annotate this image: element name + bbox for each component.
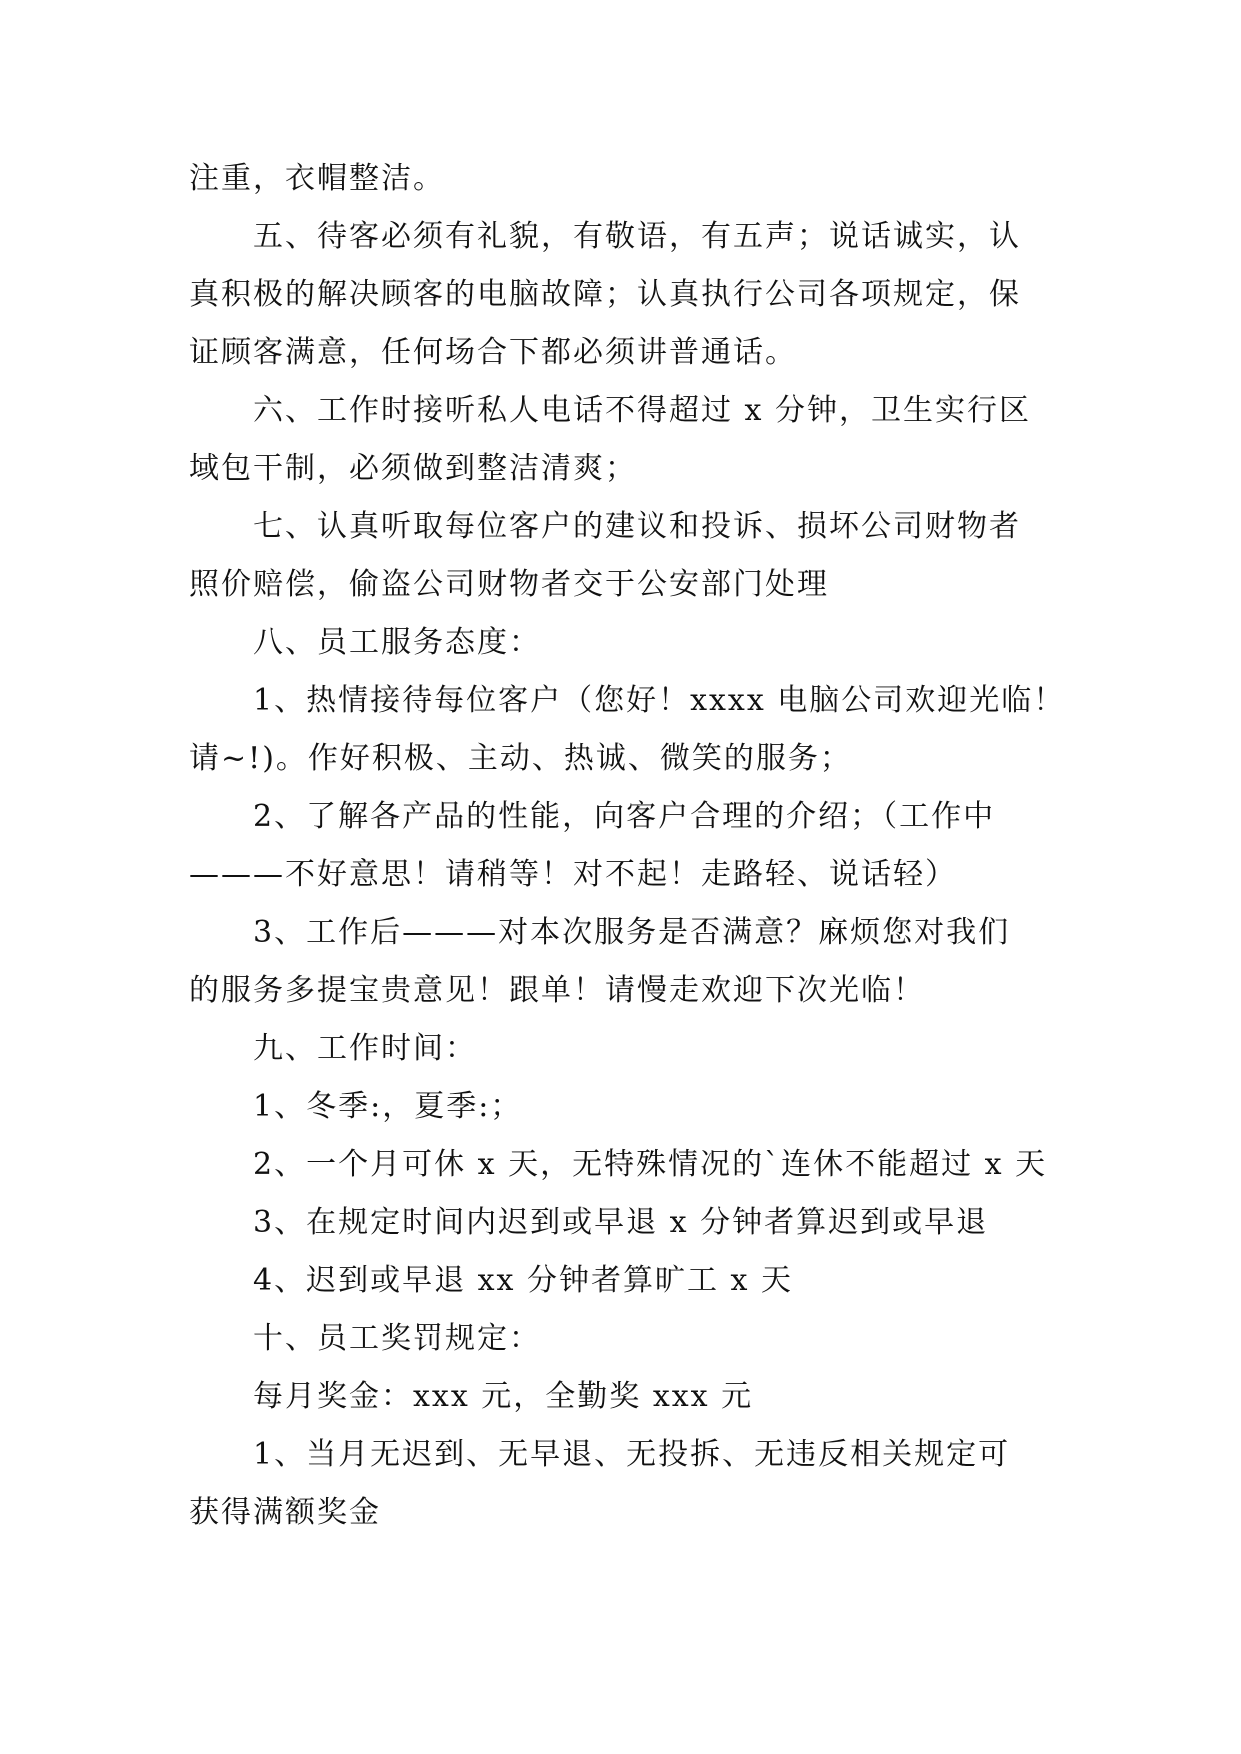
paragraph-rule-5 — [189, 208, 1051, 382]
text-line: 1、热情接待每位客户（您好！xxxx 电脑公司欢迎光临！ — [253, 683, 1066, 718]
text-line: 2、了解各产品的性能，向客户合理的介绍；（工作中 — [253, 799, 996, 834]
bonus-summary — [189, 1368, 1051, 1426]
section-heading-service-attitude — [189, 614, 1051, 672]
text-line: 照价赔偿，偷盗公司财物者交于公安部门处理 — [189, 567, 829, 602]
text-line: ———不好意思！请稍等！对不起！走路轻、说话轻） — [189, 857, 957, 892]
text-line: 的服务多提宝贵意见！跟单！请慢走欢迎下次光临！ — [189, 973, 925, 1008]
paragraph-rule-7 — [189, 498, 1051, 614]
paragraph-rule-6 — [189, 382, 1051, 498]
text-line: 3、在规定时间内迟到或早退 x 分钟者算迟到或早退 — [253, 1205, 989, 1240]
text-line: 注重，衣帽整洁。 — [189, 161, 445, 196]
section-heading-rewards-penalties — [189, 1310, 1051, 1368]
text-line: 九、工作时间： — [253, 1031, 477, 1066]
text-line: 获得满额奖金 — [189, 1495, 381, 1530]
text-line: 真积极的解决顾客的电脑故障；认真执行公司各项规定，保 — [189, 277, 1021, 312]
text-line: 1、当月无迟到、无早退、无投拆、无违反相关规定可 — [253, 1437, 1011, 1472]
list-item-hours-4 — [189, 1252, 1051, 1310]
text-line: 请~!)。作好积极、主动、热诚、微笑的服务； — [189, 741, 852, 776]
text-line: 3、工作后———对本次服务是否满意？麻烦您对我们 — [253, 915, 1011, 950]
paragraph-dress-code-continuation — [189, 150, 1051, 208]
text-line: 八、员工服务态度： — [253, 625, 541, 660]
text-line: 2、一个月可休 x 天，无特殊情况的`连休不能超过 x 天 — [253, 1147, 1048, 1182]
list-item-reward-1 — [189, 1426, 1051, 1542]
list-item-service-3 — [189, 904, 1051, 1020]
text-line: 1、冬季:，夏季:； — [253, 1089, 523, 1124]
text-line: 每月奖金：xxx 元，全勤奖 xxx 元 — [253, 1379, 754, 1414]
text-line: 七、认真听取每位客户的建议和投诉、损坏公司财物者 — [253, 509, 1021, 544]
list-item-service-1 — [189, 672, 1066, 788]
text-line: 六、工作时接听私人电话不得超过 x 分钟，卫生实行区 — [253, 393, 1031, 428]
document-body — [189, 150, 1066, 1542]
text-line: 4、迟到或早退 xx 分钟者算旷工 x 天 — [253, 1263, 793, 1298]
list-item-hours-1 — [189, 1078, 1051, 1136]
section-heading-working-hours — [189, 1020, 1051, 1078]
text-line: 十、员工奖罚规定： — [253, 1321, 541, 1356]
text-line: 证顾客满意，任何场合下都必须讲普通话。 — [189, 335, 797, 370]
list-item-service-2 — [189, 788, 1051, 904]
list-item-hours-3 — [189, 1194, 1051, 1252]
text-line: 域包干制，必须做到整洁清爽； — [189, 451, 637, 486]
text-line: 五、待客必须有礼貌，有敬语，有五声；说话诚实，认 — [253, 219, 1021, 254]
list-item-hours-2 — [189, 1136, 1051, 1194]
